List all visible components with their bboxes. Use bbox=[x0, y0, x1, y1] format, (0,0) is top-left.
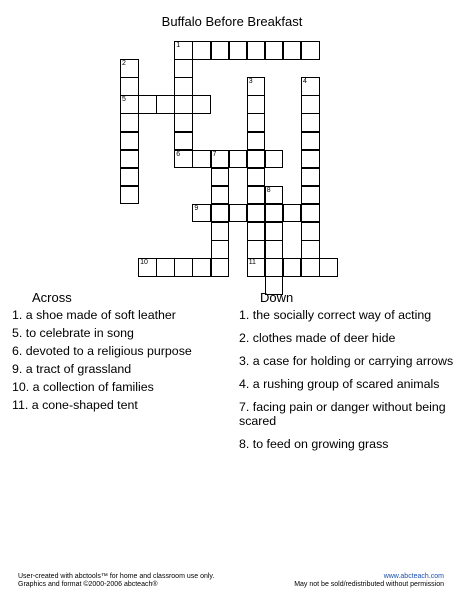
clue-number: 2 bbox=[122, 60, 126, 68]
crossword-cell[interactable] bbox=[265, 258, 284, 277]
crossword-cell[interactable] bbox=[319, 258, 338, 277]
crossword-cell[interactable] bbox=[138, 258, 157, 277]
crossword-cell[interactable] bbox=[247, 132, 266, 151]
crossword-cell[interactable] bbox=[301, 186, 320, 205]
crossword-cell[interactable] bbox=[211, 240, 230, 259]
crossword-cell[interactable] bbox=[283, 41, 302, 60]
crossword-grid bbox=[0, 0, 464, 290]
crossword-cell[interactable] bbox=[174, 95, 193, 114]
clue-number: 3 bbox=[248, 78, 253, 86]
across-heading: Across bbox=[32, 290, 72, 305]
crossword-cell[interactable] bbox=[174, 59, 193, 78]
crossword-cell[interactable] bbox=[301, 258, 320, 277]
footer-url-link[interactable]: www.abcteach.com bbox=[383, 573, 444, 580]
crossword-cell[interactable] bbox=[211, 258, 230, 277]
down-clue: 2. clothes made of deer hide bbox=[239, 331, 396, 345]
crossword-cell[interactable] bbox=[192, 41, 211, 60]
clue-number: 4 bbox=[303, 78, 307, 86]
clue-number: 8 bbox=[266, 186, 271, 194]
crossword-cell[interactable] bbox=[120, 186, 139, 205]
crossword-cell[interactable] bbox=[247, 204, 266, 223]
crossword-cell[interactable] bbox=[120, 77, 139, 96]
crossword-cell[interactable] bbox=[265, 204, 284, 223]
down-heading: Down bbox=[260, 290, 294, 305]
crossword-cell[interactable] bbox=[120, 168, 139, 187]
crossword-cell[interactable] bbox=[247, 95, 266, 114]
across-clue-list bbox=[12, 308, 230, 416]
down-clue: 8. to feed on growing grass bbox=[239, 437, 389, 451]
footer-copyright: Graphics and format ©2000-2006 abcteach® bbox=[18, 581, 158, 588]
down-clue: 1. the socially correct way of acting bbox=[239, 308, 432, 322]
crossword-cell[interactable] bbox=[120, 59, 139, 78]
crossword-cell[interactable] bbox=[247, 41, 266, 60]
crossword-cell[interactable] bbox=[283, 258, 302, 277]
crossword-cell[interactable] bbox=[174, 258, 193, 277]
crossword-cell[interactable] bbox=[192, 258, 211, 277]
crossword-cell[interactable] bbox=[174, 113, 193, 132]
footer-left bbox=[18, 573, 214, 589]
crossword-cell[interactable] bbox=[265, 240, 284, 259]
down-clue: 3. a case for holding or carrying arrows bbox=[239, 354, 454, 368]
crossword-cell[interactable] bbox=[156, 258, 175, 277]
clue-number: 11 bbox=[248, 259, 256, 267]
crossword-cell[interactable] bbox=[211, 222, 230, 241]
clue-number: 1 bbox=[176, 42, 181, 49]
crossword-cell[interactable] bbox=[265, 186, 284, 205]
crossword-cell[interactable] bbox=[211, 204, 230, 223]
crossword-cell[interactable] bbox=[301, 240, 320, 259]
crossword-cell[interactable] bbox=[211, 186, 230, 205]
crossword-cell[interactable] bbox=[247, 222, 266, 241]
across-clue: 1. a shoe made of soft leather bbox=[12, 308, 176, 322]
crossword-cell[interactable] bbox=[211, 168, 230, 187]
crossword-cell[interactable] bbox=[138, 95, 157, 114]
crossword-cell[interactable] bbox=[156, 95, 175, 114]
footer-usage-note: User-created with abctools™ for home and classroom use only. bbox=[18, 573, 215, 580]
crossword-cell[interactable] bbox=[174, 77, 193, 96]
crossword-cell[interactable] bbox=[301, 150, 320, 169]
crossword-cell[interactable] bbox=[301, 222, 320, 241]
crossword-cell[interactable] bbox=[301, 168, 320, 187]
crossword-cell[interactable] bbox=[211, 150, 230, 169]
clue-number: 10 bbox=[140, 259, 148, 267]
clue-number: 5 bbox=[122, 96, 126, 104]
down-clue: 7. facing pain or danger without being scared bbox=[239, 400, 446, 428]
crossword-cell[interactable] bbox=[247, 258, 266, 277]
across-clue: 10. a collection of families bbox=[12, 380, 154, 394]
across-clue: 6. devoted to a religious purpose bbox=[12, 344, 192, 358]
crossword-cell[interactable] bbox=[192, 150, 211, 169]
crossword-cell[interactable] bbox=[247, 150, 266, 169]
crossword-cell[interactable] bbox=[247, 240, 266, 259]
clue-number: 7 bbox=[212, 150, 217, 158]
crossword-cell[interactable] bbox=[120, 95, 139, 114]
crossword-cell[interactable] bbox=[174, 41, 193, 60]
crossword-cell[interactable] bbox=[265, 41, 284, 60]
crossword-cell[interactable] bbox=[301, 132, 320, 151]
crossword-cell[interactable] bbox=[265, 222, 284, 241]
crossword-cell[interactable] bbox=[301, 41, 320, 60]
across-clue: 11. a cone-shaped tent bbox=[12, 398, 138, 412]
footer-permission-note: May not be sold/redistributed without permission bbox=[294, 581, 444, 588]
crossword-cell[interactable] bbox=[301, 204, 320, 223]
across-clue: 9. a tract of grassland bbox=[12, 362, 132, 376]
clue-number: 9 bbox=[194, 204, 199, 212]
crossword-cell[interactable] bbox=[229, 41, 248, 60]
crossword-cell[interactable] bbox=[283, 204, 302, 223]
crossword-cell[interactable] bbox=[247, 77, 266, 96]
crossword-cell[interactable] bbox=[120, 113, 139, 132]
crossword-cell[interactable] bbox=[211, 41, 230, 60]
crossword-cell[interactable] bbox=[120, 132, 139, 151]
down-clue: 4. a rushing group of scared animals bbox=[239, 377, 440, 391]
crossword-cell[interactable] bbox=[247, 168, 266, 187]
crossword-cell[interactable] bbox=[174, 150, 193, 169]
puzzle-title: Buffalo Before Breakfast bbox=[161, 14, 303, 29]
crossword-cell[interactable] bbox=[247, 186, 266, 205]
crossword-cell[interactable] bbox=[229, 150, 248, 169]
crossword-cell[interactable] bbox=[265, 150, 284, 169]
crossword-cell[interactable] bbox=[192, 95, 211, 114]
crossword-cell[interactable] bbox=[301, 77, 320, 96]
crossword-cell[interactable] bbox=[229, 204, 248, 223]
crossword-cell[interactable] bbox=[301, 113, 320, 132]
clue-number: 6 bbox=[176, 150, 181, 158]
footer-right bbox=[294, 573, 444, 589]
across-clue: 5. to celebrate in song bbox=[12, 326, 134, 340]
crossword-cell[interactable] bbox=[301, 95, 320, 114]
crossword-cell[interactable] bbox=[247, 113, 266, 132]
crossword-cell[interactable] bbox=[192, 204, 211, 223]
down-clue-list bbox=[239, 308, 454, 460]
crossword-cell[interactable] bbox=[120, 150, 139, 169]
crossword-cell[interactable] bbox=[174, 132, 193, 151]
